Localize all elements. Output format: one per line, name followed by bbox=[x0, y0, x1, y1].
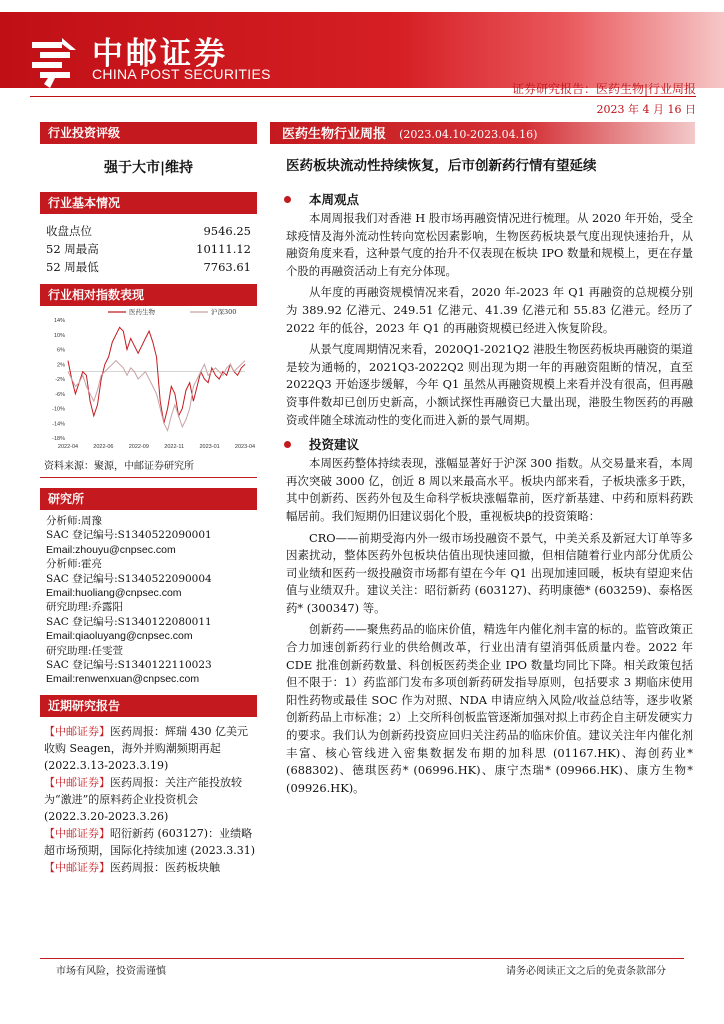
main-column bbox=[270, 122, 695, 801]
report-text: 昭衍新药 (603127)：业绩略超市场预期，国际化持续加速 (2023.3.31) bbox=[44, 826, 256, 857]
x-tick-label: 2022-04 bbox=[57, 444, 79, 450]
line-chart bbox=[40, 306, 257, 456]
basic-row bbox=[40, 258, 257, 276]
paragraph: 创新药——聚焦药品的临床价值，精选年内催化剂丰富的标的。监管政策正合力加速创新药行业的供给侧改革，行业出清有望消弭低质量内卷。2022 年 CDE 批准创新药数量、科创板医药类企业 IPO 数量均同比下降。相关政策包括但不限于：1）药监部门发布多项创新药研发指导原则，包括要求 3 期临床使用阳性药物或最佳 SOC 作为对照、NDA 申请应纳入风险/收益总结等，逐步收紧创新药品上市标准；2）上交所科创板监管逐渐加强对拟上市药企自主研发硬实力的要求。我们认为创新药投资应回归关注药品的临床价值。建议关注年内催化剂丰富、核心管线进入密集数据发布期的加科思 (01167.HK)、海创药业* (688302)、德琪医药* (06996.HK)、康宁杰瑞* (09966.HK)、康方生物* (09926.HK)。 bbox=[286, 622, 693, 795]
analyst-email[interactable]: Email:zhouyu@cnpsec.com bbox=[46, 543, 176, 556]
legend-label: 医药生物 bbox=[129, 308, 155, 316]
report-tag: 【中邮证券】 bbox=[44, 826, 110, 840]
basic-label: 52 周最低 bbox=[46, 260, 99, 274]
industry-rating: 强于大市|维持 bbox=[103, 160, 194, 176]
chart-source: 资料来源：聚源，中邮证券研究所 bbox=[40, 456, 257, 478]
bullet-dot-icon bbox=[284, 196, 291, 203]
section-title: 本周观点 bbox=[309, 192, 360, 207]
section-title: 投资建议 bbox=[309, 437, 360, 453]
footer-risk-note: 市场有风险，投资需谨慎 bbox=[56, 966, 166, 977]
report-title: 医药生物行业周报 bbox=[282, 127, 387, 142]
analyst-list bbox=[40, 514, 257, 687]
analyst-section-title: 研究所 bbox=[40, 488, 257, 510]
report-tag: 【中邮证券】 bbox=[44, 775, 110, 789]
recent-report-item[interactable] bbox=[40, 774, 257, 825]
report-text: 医药周报：医药板块触 bbox=[110, 860, 220, 874]
series-line-0 bbox=[68, 327, 245, 423]
x-tick-label: 2023-04 bbox=[234, 444, 256, 450]
recent-report-item[interactable] bbox=[40, 825, 257, 859]
y-tick-label: 2% bbox=[57, 362, 65, 369]
analyst-line: 分析师:周豫 bbox=[46, 515, 103, 527]
report-text: 医药周报：辉瑞 430 亿美元收购 Seagen，海外并购潮频期再起 (2022.3.13-2023.3.19) bbox=[44, 724, 248, 772]
x-tick-label: 2022-06 bbox=[93, 444, 114, 450]
basic-label: 52 周最高 bbox=[46, 242, 99, 256]
basic-info-title: 行业基本情况 bbox=[40, 192, 257, 214]
header-divider bbox=[30, 96, 696, 97]
report-type: 证券研究报告：医药生物|行业周报 bbox=[511, 82, 696, 96]
paragraph: 从年度的再融资规模情况来看，2020 年-2023 年 Q1 再融资的总规模分别为 389.92 亿港元、249.51 亿港元、41.39 亿港元和 55.83 亿港元。经历了 2022 年的低谷，2023 年 Q1 的再融资规模已经进入恢复阶段。 bbox=[286, 285, 693, 335]
report-date-range: (2023.04.10-2023.04.16) bbox=[399, 128, 538, 141]
y-tick-label: 14% bbox=[53, 318, 65, 324]
legend-label: 沪深300 bbox=[211, 308, 237, 316]
basic-value: 7763.61 bbox=[203, 260, 251, 274]
y-tick-label: 10% bbox=[53, 332, 65, 339]
analyst-email[interactable]: Email:qiaoluyang@cnpsec.com bbox=[46, 630, 193, 643]
report-date: 2023 年 4 月 16 日 bbox=[596, 103, 696, 116]
paragraph: 本周医药整体持续表现，涨幅显著好于沪深 300 指数。从交易量来看，本周再次突破 3000 亿，创近 8 周以来最高水平。板块内部来看，子板块涨多于跌，其中创新药、医药外包及生命科学板块涨幅靠前，医疗新基建、中药和原料药跌幅居前。我们短期仍旧建议弱化个股，重视板块β的投资策略： bbox=[286, 456, 693, 523]
analyst-line: SAC 登记编号:S1340122080011 bbox=[46, 615, 212, 628]
relative-performance-chart bbox=[40, 306, 257, 456]
paragraph: 从景气度周期情况来看，2020Q1-2021Q2 港股生物医药板块再融资的渠道是较为通畅的，2021Q3-2022Q2 则出现为期一年的再融资阻断的情况，直至 2022Q3 开始逐步缓解，今年 Q1 虽然从再融资规模上来看并没有很高，但再融资事件数却已创历史新高，小额试探性再融资已大量出现，港股生物医药的再融资或伴随全球流动性的变化而进入新的景气周期。 bbox=[286, 342, 693, 427]
analyst-line: 研究助理:任雯萱 bbox=[46, 644, 124, 657]
china-post-logo-icon bbox=[30, 36, 78, 90]
basic-row bbox=[40, 240, 257, 258]
y-tick-label: -2% bbox=[55, 377, 65, 383]
basic-row bbox=[40, 222, 257, 240]
x-tick-label: 2023-01 bbox=[199, 444, 220, 450]
series-line-1 bbox=[68, 361, 245, 431]
y-tick-label: 6% bbox=[57, 347, 65, 354]
relative-performance-title: 行业相对指数表现 bbox=[40, 284, 257, 306]
analyst-email[interactable]: Email:renwenxuan@cnpsec.com bbox=[46, 673, 200, 686]
footer-disclaimer: 请务必阅读正文之后的免责条款部分 bbox=[506, 966, 666, 977]
report-header bbox=[0, 0, 724, 120]
analyst-line: SAC 登记编号:S1340122110023 bbox=[46, 659, 212, 672]
brand-name-cn: 中邮证券 bbox=[92, 36, 228, 72]
main-title-bar bbox=[270, 122, 695, 144]
recent-report-item[interactable] bbox=[40, 859, 257, 876]
headline: 医药板块流动性持续恢复，后市创新药行情有望延续 bbox=[286, 158, 597, 174]
x-tick-label: 2022-09 bbox=[128, 444, 149, 450]
report-tag: 【中邮证券】 bbox=[44, 724, 110, 738]
report-tag: 【中邮证券】 bbox=[44, 860, 110, 874]
footer-divider bbox=[40, 958, 684, 959]
basic-label: 收盘点位 bbox=[46, 224, 92, 238]
y-tick-label: -14% bbox=[52, 421, 65, 428]
y-tick-label: -10% bbox=[52, 406, 65, 413]
analyst-line: 研究助理:乔露阳 bbox=[46, 601, 124, 614]
recent-reports-title: 近期研究报告 bbox=[40, 695, 257, 717]
y-tick-label: -6% bbox=[55, 391, 65, 398]
analyst-email[interactable]: Email:huoliang@cnpsec.com bbox=[46, 587, 182, 600]
analyst-line: SAC 登记编号:S1340522090004 bbox=[46, 572, 212, 585]
x-tick-label: 2022-11 bbox=[164, 444, 185, 450]
analyst-line: 分析师:霍亮 bbox=[46, 558, 103, 571]
y-tick-label: -18% bbox=[52, 436, 65, 442]
recent-report-item[interactable] bbox=[40, 723, 257, 774]
paragraph: CRO——前期受海内外一级市场投融资不景气，中美关系及新冠大订单等多因素扰动，整体医药外包板块估值出现快速回撤，但相信随着行业内部分优质公司业绩和医药一级投融资市场都有望在今年 Q1 出现加速回暖，板块有望迎来估值与业绩双升。建议关注：昭衍新药 (603127)、药明康德* (603259)、泰格医药* (300347) 等。 bbox=[286, 530, 693, 615]
section-heading bbox=[270, 188, 695, 210]
basic-value: 9546.25 bbox=[203, 224, 251, 238]
analyst-line: SAC 登记编号:S1340522090001 bbox=[46, 529, 212, 542]
report-text: 医药周报：关注产能投放较为“激进”的原料药企业投资机会 (2022.3.20-2023.3.26) bbox=[44, 775, 242, 823]
basic-value: 10111.12 bbox=[196, 242, 251, 256]
paragraph: 本周周报我们对香港 H 股市场再融资情况进行梳理。从 2020 年开始，受全球疫情及海外流动性转向宽松因素影响，生物医药板块景气度出现快速抬升，从融资角度来看，这种景气度的抬升不仅表现在板块 IPO 数量和规模上，更在存量个股的再融资活动上有充分体现。 bbox=[286, 211, 693, 278]
section-heading bbox=[270, 433, 695, 455]
rating-section-title: 行业投资评级 bbox=[40, 122, 257, 144]
bullet-dot-icon bbox=[284, 441, 291, 448]
left-column bbox=[40, 122, 257, 876]
brand-name-en: CHINA POST SECURITIES bbox=[92, 66, 271, 82]
